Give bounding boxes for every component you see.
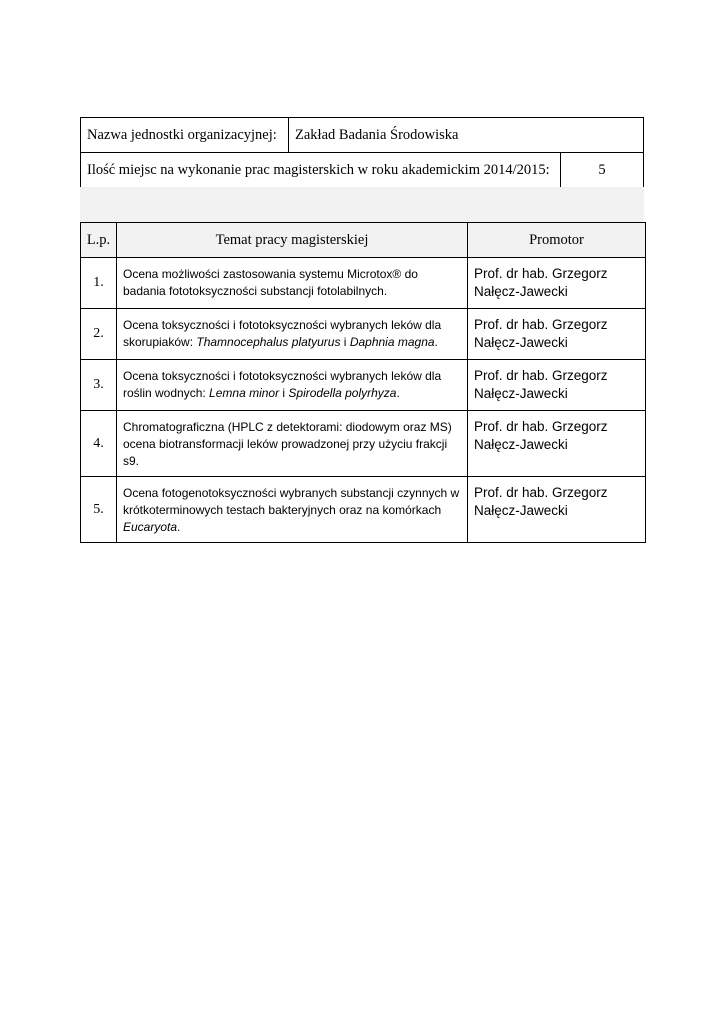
thesis-topic (117, 258, 468, 309)
topic-italic-text: Eucaryota (123, 520, 178, 534)
topic-italic-text: Lemna minor (209, 386, 280, 400)
row-number: 5. (81, 477, 117, 543)
thesis-topic (117, 477, 468, 543)
table-row (81, 309, 646, 360)
topic-text: Ocena toksyczności i fototoksyczności wybranych leków dla roślin wodnych: (123, 369, 442, 400)
thesis-topic (117, 360, 468, 411)
topic-text: i (340, 335, 350, 349)
table-row (81, 258, 646, 309)
row-number: 1. (81, 258, 117, 309)
spacer-band (80, 187, 644, 222)
promotor-name: Prof. dr hab. Grzegorz Nałęcz-Jawecki (468, 360, 646, 411)
promotor-name: Prof. dr hab. Grzegorz Nałęcz-Jawecki (468, 477, 646, 543)
promotor-name: Prof. dr hab. Grzegorz Nałęcz-Jawecki (468, 258, 646, 309)
places-value: 5 (561, 153, 644, 188)
header-table (80, 117, 644, 188)
table-header-row (81, 223, 646, 258)
column-header-lp: L.p. (81, 223, 117, 258)
row-number: 2. (81, 309, 117, 360)
topic-text: Ocena możliwości zastosowania systemu Microtox® do badania fototoksyczności substancji fotolabilnych. (123, 267, 418, 298)
table-row (81, 360, 646, 411)
unit-value: Zakład Badania Środowiska (289, 118, 644, 153)
theses-table (80, 222, 646, 543)
unit-label: Nazwa jednostki organizacyjnej: (81, 118, 289, 153)
topic-text: . (396, 386, 400, 400)
promotor-name: Prof. dr hab. Grzegorz Nałęcz-Jawecki (468, 309, 646, 360)
unit-row (81, 118, 644, 153)
topic-text: Ocena toksyczności i fototoksyczności wybranych leków dla skorupiaków: (123, 318, 442, 349)
topic-italic-text: Thamnocephalus platyurus (196, 335, 341, 349)
row-number: 3. (81, 360, 117, 411)
places-label: Ilość miejsc na wykonanie prac magisterskich w roku akademickim 2014/2015: (81, 153, 561, 188)
column-header-promotor: Promotor (468, 223, 646, 258)
topic-text: Ocena fotogenotoksyczności wybranych substancji czynnych w krótkoterminowych testach bakteryjnych oraz na komórkach (123, 486, 460, 517)
topic-text: . (177, 520, 181, 534)
topic-text: i (279, 386, 289, 400)
places-row (81, 153, 644, 188)
topic-italic-text: Daphnia magna (349, 335, 435, 349)
thesis-topic (117, 309, 468, 360)
table-row (81, 477, 646, 543)
topic-text: Chromatograficzna (HPLC z detektorami: diodowym oraz MS) ocena biotransformacji leków prowadzonej przy użyciu frakcji s9. (123, 420, 452, 468)
column-header-topic: Temat pracy magisterskiej (117, 223, 468, 258)
promotor-name: Prof. dr hab. Grzegorz Nałęcz-Jawecki (468, 411, 646, 477)
topic-italic-text: Spirodella polyrhyza (288, 386, 397, 400)
topic-text: . (434, 335, 438, 349)
table-row (81, 411, 646, 477)
thesis-topic (117, 411, 468, 477)
row-number: 4. (81, 411, 117, 477)
